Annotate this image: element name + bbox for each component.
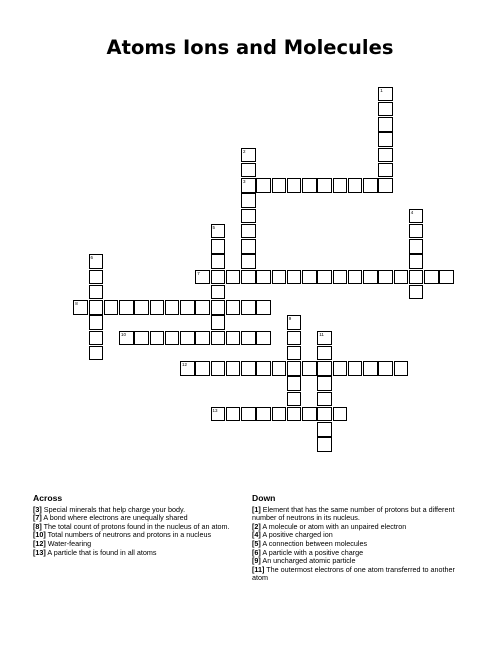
grid-cell[interactable] <box>180 361 195 376</box>
clue-number: 7 <box>197 270 200 276</box>
clue-label: [13] <box>33 547 46 557</box>
grid-cell[interactable] <box>333 361 348 376</box>
clue-label: [5] <box>252 538 261 548</box>
grid-cell[interactable] <box>211 285 226 300</box>
grid-cell[interactable] <box>378 178 393 193</box>
clue-text: Element that has the same number of protons but a different number of neutrons in its nucleus. <box>252 504 455 523</box>
grid-cell[interactable] <box>211 315 226 330</box>
grid-cell[interactable] <box>241 300 256 315</box>
grid-cell[interactable] <box>394 361 409 376</box>
grid-cell[interactable] <box>333 270 348 285</box>
grid-cell[interactable] <box>363 270 378 285</box>
grid-cell[interactable] <box>317 422 332 437</box>
clue-text: Water-fearing <box>45 538 92 548</box>
grid-cell[interactable] <box>317 437 332 452</box>
grid-cell[interactable] <box>256 178 271 193</box>
clue-label: [8] <box>33 521 42 531</box>
grid-cell[interactable] <box>287 178 302 193</box>
grid-cell[interactable] <box>333 407 348 422</box>
grid-cell[interactable] <box>317 178 332 193</box>
grid-cell[interactable] <box>363 178 378 193</box>
grid-cell[interactable] <box>241 163 256 178</box>
grid-cell[interactable] <box>317 346 332 361</box>
grid-cell[interactable] <box>317 361 332 376</box>
grid-cell[interactable] <box>89 346 104 361</box>
grid-cell[interactable] <box>226 361 241 376</box>
grid-cell[interactable] <box>226 300 241 315</box>
grid-cell[interactable] <box>241 270 256 285</box>
page-title: Atoms Ions and Molecules <box>106 36 394 59</box>
grid-cell[interactable] <box>272 270 287 285</box>
down-heading: Down <box>252 493 276 503</box>
grid-cell[interactable] <box>317 376 332 391</box>
grid-cell[interactable] <box>378 270 393 285</box>
grid-cell[interactable] <box>211 270 226 285</box>
clue-number: 5 <box>212 224 216 230</box>
grid-cell[interactable] <box>378 163 393 178</box>
across-clues <box>33 494 243 557</box>
grid-cell[interactable] <box>73 300 88 315</box>
grid-cell[interactable] <box>302 270 317 285</box>
clue-number: 6 <box>90 255 94 261</box>
grid-cell[interactable] <box>150 300 165 315</box>
clue-number: 8 <box>75 301 78 306</box>
grid-cell[interactable] <box>287 407 302 422</box>
grid-cell[interactable] <box>439 270 454 285</box>
clue-label: [3] <box>33 504 42 514</box>
grid-cell[interactable] <box>287 392 302 407</box>
clue-number: 10 <box>121 331 127 337</box>
grid-cell[interactable] <box>165 300 180 315</box>
across-heading: Across <box>33 493 63 503</box>
grid-cell[interactable] <box>211 407 226 422</box>
grid-cell[interactable] <box>287 376 302 391</box>
clue-text: An uncharged atomic particle <box>260 556 356 566</box>
grid-cell[interactable] <box>378 361 393 376</box>
grid-cell[interactable] <box>211 224 226 239</box>
grid-cell[interactable] <box>89 300 104 315</box>
grid-cell[interactable] <box>241 254 256 269</box>
grid-cell[interactable] <box>119 331 134 346</box>
clue-label: [4] <box>252 530 261 540</box>
clue-label: [2] <box>252 521 261 531</box>
grid-cell[interactable] <box>104 300 119 315</box>
grid-cell[interactable] <box>348 361 363 376</box>
grid-cell[interactable] <box>211 254 226 269</box>
grid-cell[interactable] <box>287 315 302 330</box>
grid-cell[interactable] <box>195 270 210 285</box>
grid-cell[interactable] <box>195 300 210 315</box>
grid-cell[interactable] <box>211 361 226 376</box>
grid-cell[interactable] <box>409 209 424 224</box>
clue-number: 9 <box>288 316 292 322</box>
grid-cell[interactable] <box>256 270 271 285</box>
grid-cell[interactable] <box>256 361 271 376</box>
down-clue <box>252 566 462 583</box>
grid-cell[interactable] <box>317 270 332 285</box>
clue-text: The total count of protons found in the nucleus of an atom. <box>41 521 230 531</box>
grid-cell[interactable] <box>378 102 393 117</box>
grid-cell[interactable] <box>150 331 165 346</box>
grid-cell[interactable] <box>378 148 393 163</box>
grid-cell[interactable] <box>378 87 393 102</box>
grid-cell[interactable] <box>241 361 256 376</box>
across-clue-list <box>33 506 243 558</box>
grid-cell[interactable] <box>378 132 393 147</box>
grid-cell[interactable] <box>89 331 104 346</box>
clue-text: A bond where electrons are unequally shared <box>41 513 188 523</box>
grid-cell[interactable] <box>302 407 317 422</box>
grid-cell[interactable] <box>272 178 287 193</box>
grid-cell[interactable] <box>119 300 134 315</box>
grid-cell[interactable] <box>241 209 256 224</box>
grid-cell[interactable] <box>89 254 104 269</box>
grid-cell[interactable] <box>409 285 424 300</box>
clue-number: 2 <box>243 148 246 154</box>
grid-cell[interactable] <box>195 331 210 346</box>
clue-label: [1] <box>252 504 261 514</box>
clue-label: [12] <box>33 538 46 548</box>
grid-cell[interactable] <box>226 270 241 285</box>
grid-cell[interactable] <box>134 331 149 346</box>
clue-label: [11] <box>252 564 265 574</box>
grid-cell[interactable] <box>195 361 210 376</box>
clue-text: A particle that is found in all atoms <box>45 547 157 557</box>
grid-cell[interactable] <box>89 285 104 300</box>
clue-label: [7] <box>33 513 42 523</box>
clue-number: 3 <box>243 179 246 184</box>
clue-text: The outermost electrons of one atom transferred to another atom <box>252 564 455 583</box>
grid-cell[interactable] <box>317 407 332 422</box>
grid-cell[interactable] <box>89 270 104 285</box>
clue-label: [6] <box>252 547 261 557</box>
clue-number: 4 <box>410 209 414 215</box>
grid-cell[interactable] <box>287 346 302 361</box>
grid-cell[interactable] <box>226 331 241 346</box>
grid-cell[interactable] <box>409 254 424 269</box>
grid-cell[interactable] <box>409 239 424 254</box>
grid-cell[interactable] <box>180 331 195 346</box>
grid-cell[interactable] <box>241 193 256 208</box>
grid-cell[interactable] <box>256 300 271 315</box>
clue-number: 12 <box>182 362 188 367</box>
across-clue <box>33 549 243 558</box>
clue-number: 1 <box>380 87 383 93</box>
clue-text: A positive charged ion <box>260 530 333 540</box>
grid-cell[interactable] <box>348 178 363 193</box>
clue-number: 13 <box>212 407 218 413</box>
grid-cell[interactable] <box>256 331 271 346</box>
grid-cell[interactable] <box>317 331 332 346</box>
grid-cell[interactable] <box>241 224 256 239</box>
grid-cell[interactable] <box>272 361 287 376</box>
grid-cell[interactable] <box>424 270 439 285</box>
grid-cell[interactable] <box>211 331 226 346</box>
grid-cell[interactable] <box>272 407 287 422</box>
grid-cell[interactable] <box>241 407 256 422</box>
grid-cell[interactable] <box>287 270 302 285</box>
grid-cell[interactable] <box>180 300 195 315</box>
grid-cell[interactable] <box>211 300 226 315</box>
clue-label: [10] <box>33 530 46 540</box>
grid-cell[interactable] <box>333 178 348 193</box>
grid-cell[interactable] <box>241 239 256 254</box>
grid-cell[interactable] <box>302 361 317 376</box>
grid-cell[interactable] <box>394 270 409 285</box>
grid-cell[interactable] <box>302 178 317 193</box>
grid-cell[interactable] <box>165 331 180 346</box>
grid-cell[interactable] <box>241 178 256 193</box>
grid-cell[interactable] <box>89 315 104 330</box>
clue-text: A molecule or atom with an unpaired electron <box>260 521 407 531</box>
clue-label: [9] <box>252 556 261 566</box>
down-clues <box>252 494 462 583</box>
grid-cell[interactable] <box>287 331 302 346</box>
grid-cell[interactable] <box>348 270 363 285</box>
grid-cell[interactable] <box>378 117 393 132</box>
grid-cell[interactable] <box>134 300 149 315</box>
grid-cell[interactable] <box>226 407 241 422</box>
clue-number: 11 <box>319 331 324 337</box>
down-clue <box>252 506 462 523</box>
grid-cell[interactable] <box>409 270 424 285</box>
grid-cell[interactable] <box>256 407 271 422</box>
grid-cell[interactable] <box>241 148 256 163</box>
down-clue-list <box>252 506 462 583</box>
grid-cell[interactable] <box>317 392 332 407</box>
clue-text: A connection between molecules <box>260 538 368 548</box>
clue-text: Total numbers of neutrons and protons in a nucleus <box>45 530 212 540</box>
grid-cell[interactable] <box>287 361 302 376</box>
clue-text: Special minerals that help charge your body. <box>41 504 186 514</box>
clue-text: A particle with a positive charge <box>260 547 364 557</box>
grid-cell[interactable] <box>363 361 378 376</box>
grid-cell[interactable] <box>241 331 256 346</box>
grid-cell[interactable] <box>409 224 424 239</box>
grid-cell[interactable] <box>211 239 226 254</box>
